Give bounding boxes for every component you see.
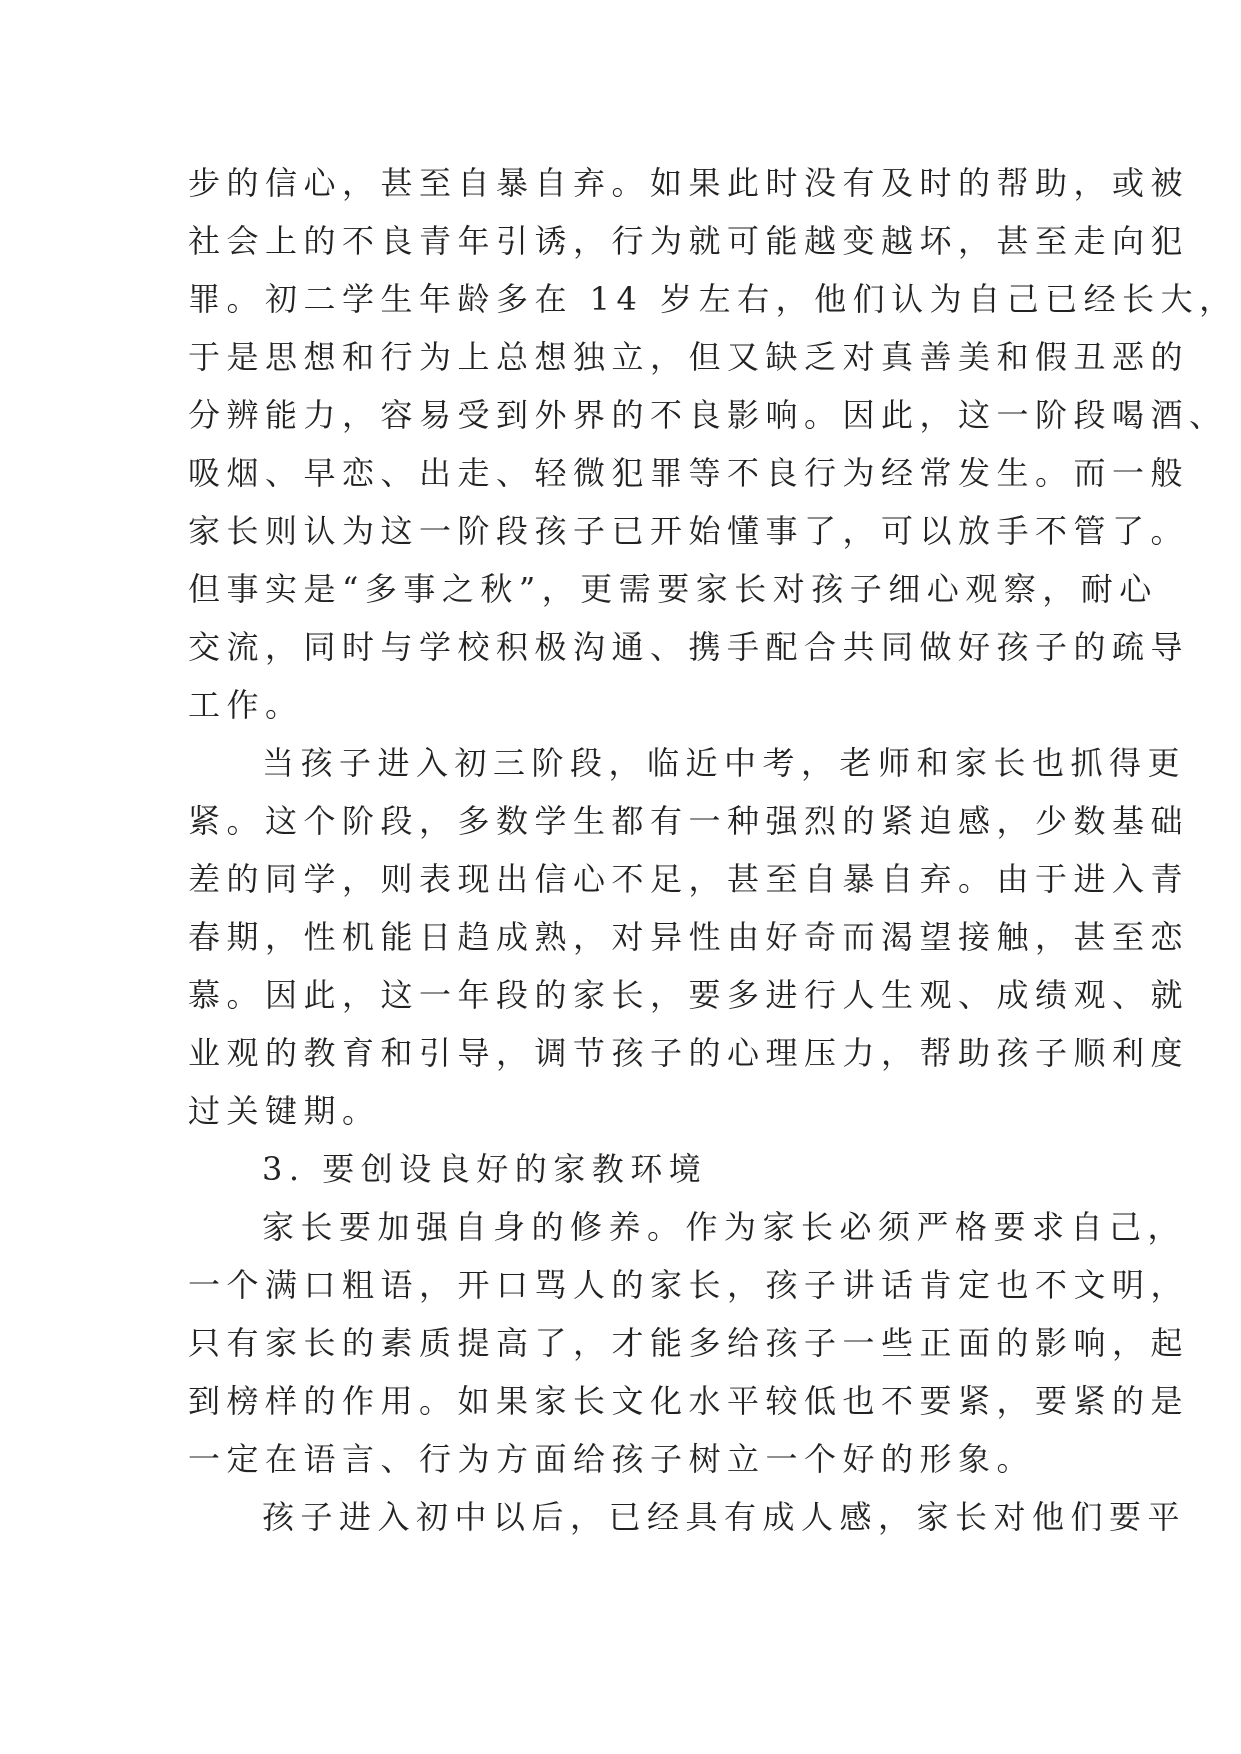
text-line: 交流，同时与学校积极沟通、携手配合共同做好孩子的疏导 (188, 628, 1190, 666)
text-line: 分辨能力，容易受到外界的不良影响。因此，这一阶段喝酒、 (188, 396, 1228, 434)
text-line: 紧。这个阶段，多数学生都有一种强烈的紧迫感，少数基础 (188, 802, 1190, 840)
text-line: 家长要加强自身的修养。作为家长必须严格要求自己， (262, 1208, 1187, 1246)
text-line: 一个满口粗语，开口骂人的家长，孩子讲话肯定也不文明， (188, 1266, 1190, 1304)
text-line: 3. 要创设良好的家教环境 (262, 1150, 708, 1188)
text-line: 一定在语言、行为方面给孩子树立一个好的形象。 (188, 1440, 1036, 1478)
text-line: 于是思想和行为上总想独立，但又缺乏对真善美和假丑恶的 (188, 338, 1190, 376)
text-line: 吸烟、早恋、出走、轻微犯罪等不良行为经常发生。而一般 (188, 454, 1190, 492)
text-line: 孩子进入初中以后，已经具有成人感，家长对他们要平 (262, 1498, 1187, 1536)
text-line: 差的同学，则表现出信心不足，甚至自暴自弃。由于进入青 (188, 860, 1190, 898)
text-line: 过关键期。 (188, 1092, 381, 1130)
text-line: 业观的教育和引导，调节孩子的心理压力，帮助孩子顺利度 (188, 1034, 1190, 1072)
text-line: 家长则认为这一阶段孩子已开始懂事了，可以放手不管了。 (188, 512, 1190, 550)
text-line: 罪。初二学生年龄多在 14 岁左右，他们认为自己已经长大， (188, 280, 1238, 318)
text-line: 只有家长的素质提高了，才能多给孩子一些正面的影响，起 (188, 1324, 1190, 1362)
text-line: 步的信心，甚至自暴自弃。如果此时没有及时的帮助，或被 (188, 164, 1190, 202)
body-text (188, 154, 1238, 1546)
text-line: 但事实是“多事之秋”，更需要家长对孩子细心观察，耐心 (188, 570, 1158, 608)
text-line: 春期，性机能日趋成熟，对异性由好奇而渴望接触，甚至恋 (188, 918, 1190, 956)
text-line: 到榜样的作用。如果家长文化水平较低也不要紧，要紧的是 (188, 1382, 1190, 1420)
text-line: 工作。 (188, 686, 304, 724)
text-line: 慕。因此，这一年段的家长，要多进行人生观、成绩观、就 (188, 976, 1190, 1014)
text-line: 当孩子进入初三阶段，临近中考，老师和家长也抓得更 (262, 744, 1187, 782)
text-line: 社会上的不良青年引诱，行为就可能越变越坏，甚至走向犯 (188, 222, 1190, 260)
